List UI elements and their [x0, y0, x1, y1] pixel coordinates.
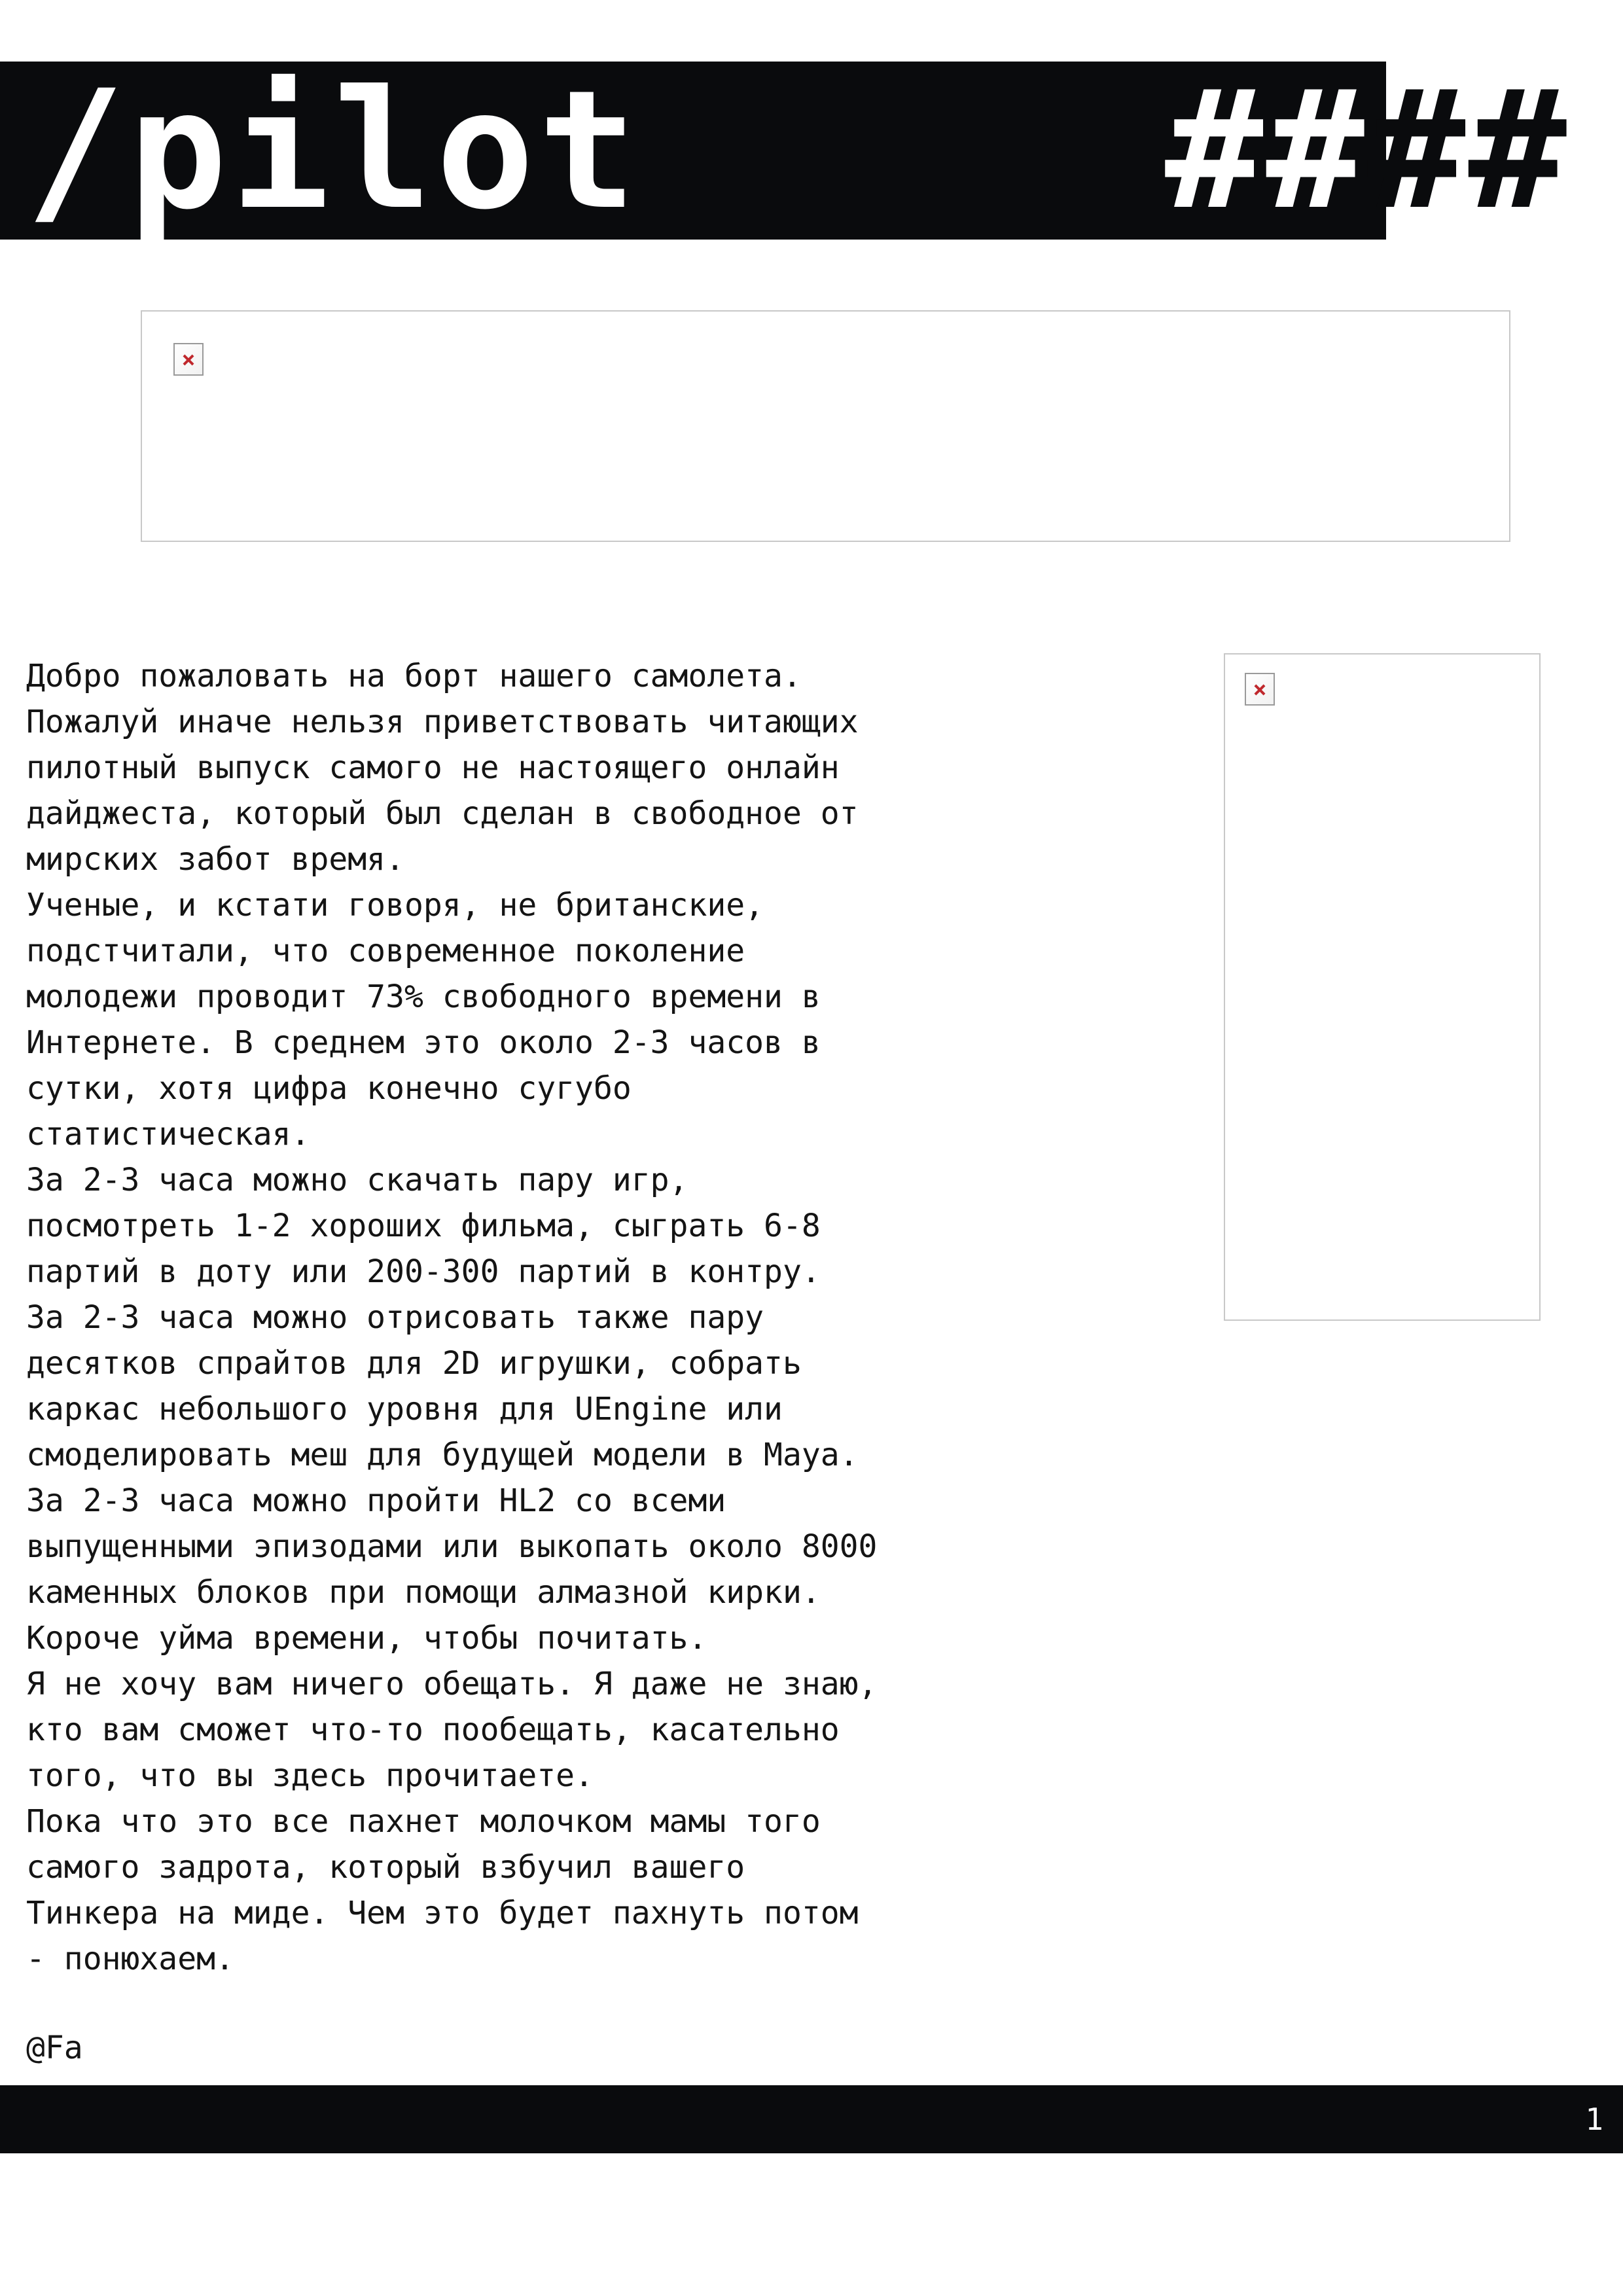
- article-line: мирских забот время.: [26, 841, 404, 878]
- article-line: десятков спрайтов для 2D игрушки, собрать: [26, 1345, 802, 1382]
- article-line: каменных блоков при помощи алмазной кирки.: [26, 1574, 821, 1611]
- article-line: партий в доту или 200-300 партий в контру.: [26, 1253, 821, 1290]
- article-line: Короче уйма времени, чтобы почитать.: [26, 1620, 707, 1657]
- article-line: самого задрота, который взбучил вашего: [26, 1849, 745, 1886]
- article-line: статистическая.: [26, 1116, 310, 1153]
- footer-bar: [0, 2085, 1623, 2153]
- article-line: Пока что это все пахнет молочком мамы того: [26, 1803, 821, 1840]
- article-line: дайджеста, который был сделан в свободное от: [26, 795, 859, 832]
- article-line: пилотный выпуск самого не настоящего онлайн: [26, 749, 840, 786]
- article-line: Добро пожаловать на борт нашего самолета.: [26, 658, 802, 694]
- broken-image-icon: [1245, 673, 1275, 706]
- article-line: За 2-3 часа можно скачать пару игр,: [26, 1162, 688, 1198]
- article-line: того, что вы здесь прочитаете.: [26, 1757, 594, 1794]
- article-body: [26, 653, 1060, 1982]
- hash-logo: [1165, 55, 1570, 245]
- article-line: - понюхаем.: [26, 1941, 234, 1977]
- article-line: За 2-3 часа можно пройти HL2 со всеми: [26, 1482, 726, 1519]
- article-line: каркас небольшого уровня для UEngine или: [26, 1391, 783, 1427]
- page-number: 1: [1585, 2102, 1603, 2137]
- logo-title: /pilot: [26, 55, 641, 245]
- article-line: Интернете. В среднем это около 2-3 часов в: [26, 1024, 821, 1061]
- article-line: Пожалуй иначе нельзя приветствовать читающих: [26, 704, 859, 740]
- broken-image-icon: [173, 343, 204, 376]
- banner-image-placeholder: [141, 310, 1510, 542]
- hash-logo-dark: ##: [1367, 55, 1570, 245]
- article-line: подстчитали, что современное поколение: [26, 933, 745, 969]
- article-line: смоделировать меш для будущей модели в Maya.: [26, 1437, 859, 1473]
- article-line: молодежи проводит 73% свободного времени в: [26, 978, 821, 1015]
- article-line: За 2-3 часа можно отрисовать также пару: [26, 1299, 764, 1336]
- hash-logo-light: ##: [1165, 55, 1368, 245]
- article-line: Тинкера на миде. Чем это будет пахнуть потом: [26, 1895, 859, 1931]
- article-line: кто вам сможет что-то пообещать, касательно: [26, 1712, 840, 1748]
- article-line: Я не хочу вам ничего обещать. Я даже не знаю,: [26, 1666, 878, 1702]
- article-line: посмотреть 1-2 хороших фильма, сыграть 6-8: [26, 1208, 821, 1244]
- side-image-placeholder: [1224, 653, 1541, 1321]
- author-signature: @Fa: [26, 2030, 83, 2066]
- article-line: выпущенными эпизодами или выкопать около 8000: [26, 1528, 878, 1565]
- article-line: сутки, хотя цифра конечно сугубо: [26, 1070, 632, 1107]
- article-line: Ученые, и кстати говоря, не британские,: [26, 887, 764, 924]
